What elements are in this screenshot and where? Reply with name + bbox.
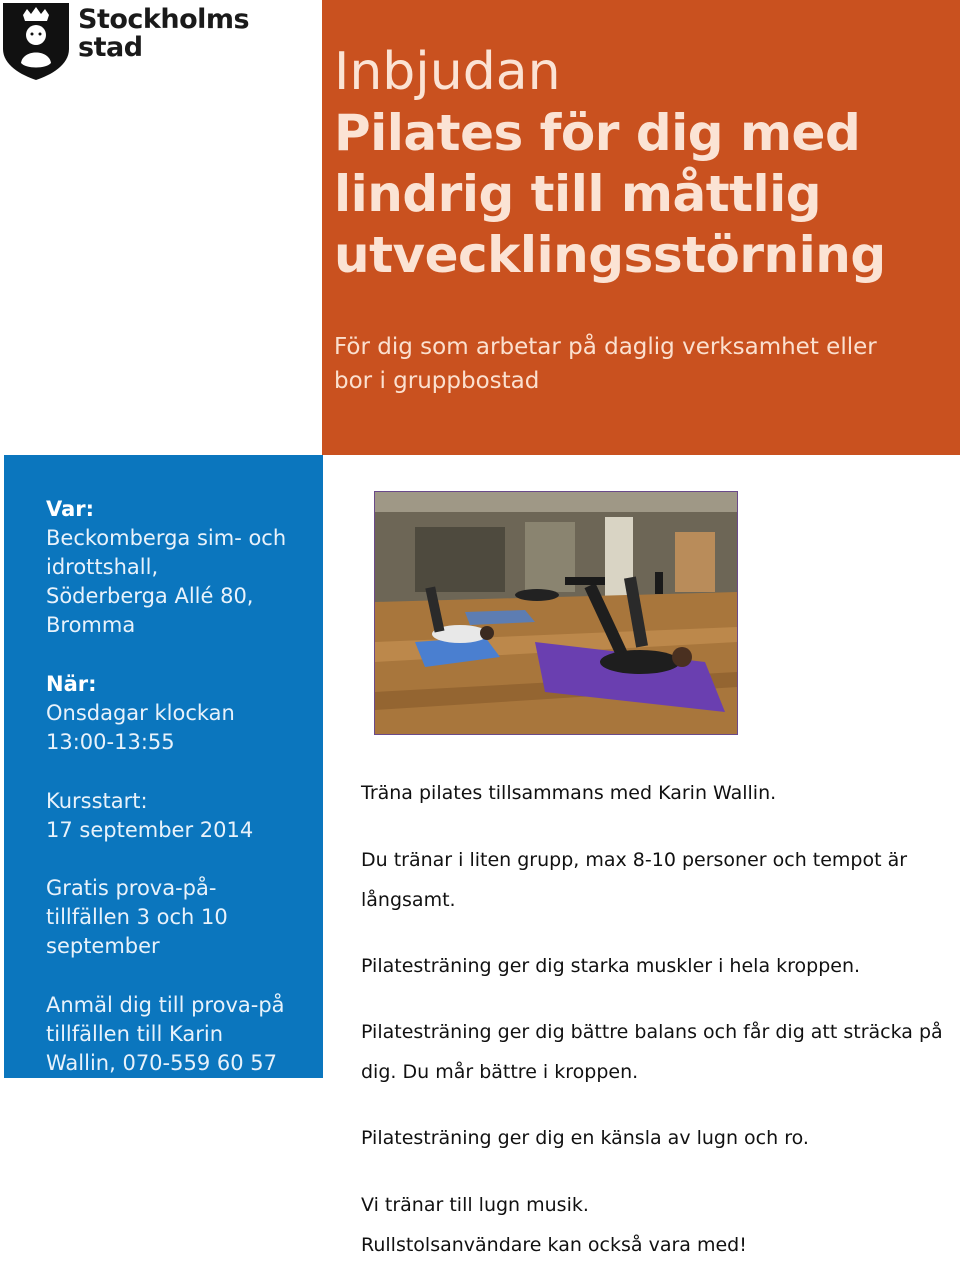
- where-block: [46, 495, 286, 640]
- logo-line-2: stad: [78, 32, 143, 63]
- signup-block: [46, 991, 285, 1078]
- signup-line: Wallin, 070-559 60 57: [46, 1051, 277, 1075]
- invite-heading: Inbjudan: [334, 42, 561, 102]
- where-line: Söderberga Allé 80,: [46, 584, 254, 608]
- paragraph-6: [361, 1185, 747, 1265]
- paragraph-4: [361, 1012, 943, 1092]
- where-line: idrottshall,: [46, 555, 159, 579]
- when-block: [46, 670, 235, 757]
- paragraph-line: Vi tränar till lugn musik.: [361, 1194, 589, 1216]
- stockholms-stad-logo: [0, 0, 250, 82]
- paragraph-line: Pilatesträning ger dig en känsla av lugn och ro.: [361, 1127, 809, 1149]
- paragraph-line: dig. Du mår bättre i kroppen.: [361, 1061, 639, 1083]
- title-line-1: Pilates för dig med: [334, 104, 861, 162]
- course-start-line: Kursstart:: [46, 789, 148, 813]
- free-trial-line: tillfällen 3 och 10: [46, 905, 228, 929]
- free-trial-line: september: [46, 934, 160, 958]
- header-panel: [322, 0, 960, 455]
- paragraph-line: Du tränar i liten grupp, max 8-10 personer och tempot är: [361, 849, 908, 871]
- subtitle-line-1: För dig som arbetar på daglig verksamhet eller: [334, 334, 877, 360]
- subtitle-line-2: bor i gruppbostad: [334, 368, 540, 394]
- free-trial-line: Gratis prova-på-: [46, 876, 217, 900]
- signup-line: Anmäl dig till prova-på: [46, 993, 285, 1017]
- free-trial-block: [46, 874, 228, 961]
- logo-wordmark: [78, 6, 249, 62]
- pilates-class-photo: [374, 491, 738, 735]
- page-title: [334, 103, 954, 286]
- signup-line: tillfällen till Karin: [46, 1022, 224, 1046]
- paragraph-line: Pilatesträning ger dig starka muskler i hela kroppen.: [361, 955, 861, 977]
- title-line-3: utvecklingsstörning: [334, 226, 886, 284]
- city-crest-icon: [1, 1, 71, 81]
- paragraph-line: Rullstolsanvändare kan också vara med!: [361, 1234, 747, 1256]
- paragraph-line: Träna pilates tillsammans med Karin Wallin.: [361, 782, 777, 804]
- where-line: Beckomberga sim- och: [46, 526, 287, 550]
- when-line: Onsdagar klockan: [46, 701, 235, 725]
- paragraph-line: Pilatesträning ger dig bättre balans och får dig att sträcka på: [361, 1021, 943, 1043]
- title-line-2: lindrig till måttlig: [334, 165, 822, 223]
- where-line: Bromma: [46, 613, 136, 637]
- paragraph-1: [361, 773, 776, 813]
- paragraph-line: långsamt.: [361, 889, 456, 911]
- course-start-block: [46, 787, 253, 845]
- info-panel: [4, 455, 323, 1078]
- course-start-line: 17 september 2014: [46, 818, 254, 842]
- where-label: Var:: [46, 497, 95, 521]
- when-label: När:: [46, 672, 97, 696]
- paragraph-2: [361, 840, 907, 920]
- when-line: 13:00-13:55: [46, 730, 175, 754]
- paragraph-3: [361, 946, 860, 986]
- logo-line-1: Stockholms: [78, 4, 250, 35]
- subtitle: [334, 330, 944, 398]
- paragraph-5: [361, 1118, 809, 1158]
